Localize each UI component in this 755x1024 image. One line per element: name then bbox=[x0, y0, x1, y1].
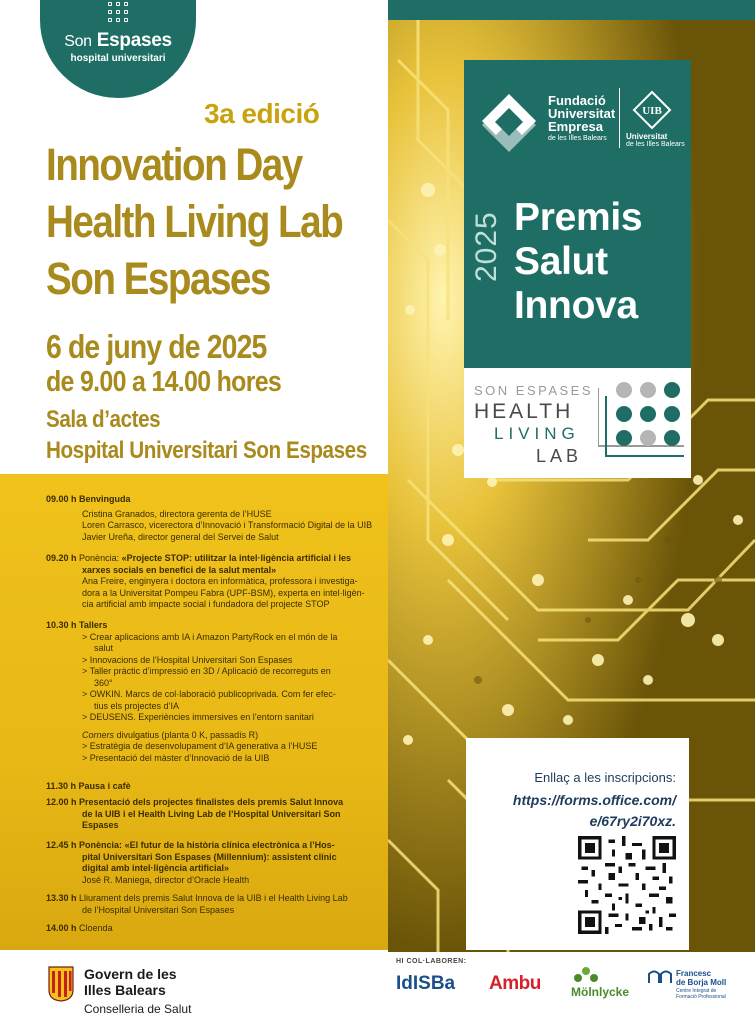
workshop-item: > Crear aplicacions amb IA i Amazon PartyRock en el món de la bbox=[82, 631, 338, 642]
event-title-line-2: Health Living Lab bbox=[46, 196, 343, 247]
fundacio-subtitle: de les Illes Balears bbox=[548, 135, 607, 142]
venue-line-1: Sala d’actes bbox=[46, 406, 161, 433]
hospital-logo-name bbox=[56, 30, 180, 52]
workshop-item-cont: salut bbox=[94, 643, 114, 653]
corners-word: Corners bbox=[82, 729, 115, 740]
speaker: Javier Ureña, director general del Servei de Salut bbox=[82, 531, 279, 542]
session-title: Presentació dels projectes finalistes dels premis Salut Innova bbox=[79, 797, 344, 807]
fundacio-name bbox=[548, 94, 615, 133]
molnlycke-dots-icon bbox=[573, 966, 599, 984]
government-line-2: Illes Balears bbox=[84, 982, 166, 998]
program-session-welcome bbox=[46, 494, 372, 543]
session-title-cont: digital amb intel·ligència artificial» bbox=[82, 863, 230, 873]
fbm-line-2: de Borja Moll bbox=[676, 978, 727, 987]
corners-desc: divulgatius (planta 0 K, passadís R) bbox=[116, 729, 259, 740]
session-time: 11.30 h bbox=[46, 781, 77, 791]
workshop-item: > OWKIN. Marcs de col·laboració publicoprivada. Com fer efec- bbox=[82, 689, 336, 699]
session-title: Pausa i cafè bbox=[78, 781, 131, 791]
uib-subtitle: de les Illes Balears bbox=[626, 141, 685, 148]
ambu-logo: Ambu bbox=[489, 973, 541, 994]
speaker: José R. Maniega, director d’Oracle Health bbox=[82, 874, 250, 885]
hll-living: LIVING bbox=[494, 424, 580, 443]
session-time: 12.00 h bbox=[46, 797, 77, 807]
session-title-cont: Espases bbox=[82, 820, 119, 830]
fbm-logo-icon bbox=[648, 970, 672, 984]
workshop-item-cont: tius els projectes d’IA bbox=[94, 700, 180, 711]
speaker-desc: cia artificial amb impacte social i fundadora del projecte STOP bbox=[82, 599, 330, 609]
registration-label: Enllaç a les inscripcions: bbox=[534, 770, 676, 785]
workshop-item: > Innovacions de l’Hospital Universitari Son Espases bbox=[82, 654, 293, 665]
fundacio-line-2: Universitat bbox=[548, 106, 616, 121]
event-venue bbox=[46, 404, 367, 466]
premis-line-1: Premis bbox=[514, 196, 643, 239]
fundacio-line-1: Fundació bbox=[548, 93, 606, 108]
hospital-logo-subtitle: hospital universitari bbox=[70, 53, 166, 64]
session-title: «Projecte STOP: utilitzar la intel·ligència artificial i les bbox=[121, 553, 352, 563]
event-date: 6 de juny de 2025 bbox=[46, 328, 267, 365]
session-title: Cloenda bbox=[79, 923, 113, 933]
program-session-break bbox=[46, 781, 131, 793]
session-title-cont: de l’Hospital Universitari Son Espases bbox=[82, 904, 235, 915]
fbm-line-1: Francesc bbox=[676, 969, 712, 978]
session-time: 13.30 h bbox=[46, 893, 77, 903]
registration-link[interactable] bbox=[466, 790, 676, 832]
registration-link-line-1[interactable]: https://forms.office.com/ bbox=[512, 792, 676, 808]
government-name bbox=[84, 966, 177, 998]
program-session-finalists bbox=[46, 797, 343, 832]
speaker-desc: Ana Freire, enginyera i doctora en informàtica, professora i investiga- bbox=[82, 576, 358, 586]
uib-name: Universitat bbox=[626, 132, 668, 141]
speaker: Cristina Granados, directora gerenta de l’HUSE bbox=[82, 508, 272, 519]
hospital-logo-son: Son bbox=[64, 33, 92, 50]
session-title-cont: de la UIB i el Health Living Lab de l’Hospital Universitari Son bbox=[82, 808, 341, 819]
balearic-shield-icon bbox=[48, 966, 74, 1002]
premis-line-3: Innova bbox=[514, 284, 638, 327]
session-kind: Ponència: bbox=[79, 553, 120, 563]
session-kind: Ponència: bbox=[79, 840, 123, 850]
session-title-cont: xarxes socials en benefici de la salut mental» bbox=[82, 564, 277, 575]
government-line-1: Govern de les bbox=[84, 966, 177, 982]
program-session-awards bbox=[46, 893, 348, 916]
hll-dots-grid-icon bbox=[612, 378, 684, 450]
session-time: 14.00 h bbox=[46, 923, 77, 933]
registration-link-line-2[interactable]: e/67ry2i70xz. bbox=[589, 813, 676, 829]
premis-year: 2025 bbox=[470, 211, 503, 282]
session-title: «El futur de la història clínica electrònica a l’Hos- bbox=[124, 840, 335, 850]
speaker: Loren Carrasco, vicerectora d’Innovació i Transformació Digital de la UIB bbox=[82, 520, 373, 530]
registration-qr-code[interactable] bbox=[578, 836, 676, 934]
fbm-small-1: Centre Integrat de bbox=[676, 988, 717, 994]
session-title: Lliurament dels premis Salut Innova de la UIB i el Health Living Lab bbox=[79, 893, 348, 903]
corners-item: > Estratègia de desenvolupament d’IA generativa a l’HUSE bbox=[82, 741, 318, 751]
fbm-subtitle bbox=[676, 988, 726, 1000]
uib-badge-text: UIB bbox=[642, 105, 662, 117]
session-time: 09.00 h bbox=[46, 494, 77, 504]
program-session-closing bbox=[46, 923, 113, 935]
idisba-logo: IdISBa bbox=[396, 973, 456, 994]
hospital-logo-espases: Espases bbox=[96, 30, 172, 51]
corners-item: > Presentació del màster d’Innovació de la UIB bbox=[82, 752, 270, 763]
edition-label: 3a edició bbox=[204, 98, 320, 129]
premis-title bbox=[514, 196, 642, 328]
government-department: Conselleria de Salut bbox=[84, 1002, 192, 1016]
event-title-line-1: Innovation Day bbox=[46, 139, 302, 190]
event-title-line-3: Son Espases bbox=[46, 253, 270, 304]
session-title: Tallers bbox=[79, 620, 108, 630]
fbm-small-2: Formació Professional bbox=[676, 994, 726, 1000]
molnlycke-logo: Mölnlycke bbox=[571, 985, 630, 999]
program-session-millennium bbox=[46, 840, 337, 886]
event-title bbox=[46, 136, 342, 307]
hll-health: HEALTH bbox=[474, 400, 574, 423]
collaborators-label: HI COL·LABOREN: bbox=[396, 958, 467, 965]
speaker-desc: dora a la Universitat Pompeu Fabra (UPF-BSM), experta en intel·ligèn- bbox=[82, 587, 365, 598]
session-time: 10.30 h bbox=[46, 620, 77, 630]
fundacio-universitat-empresa-logo-icon bbox=[476, 90, 542, 156]
event-time: de 9.00 a 14.00 hores bbox=[46, 366, 282, 398]
fbm-name bbox=[676, 969, 726, 987]
session-title-cont: pital Universitari Son Espases (Millennium): assistent clínic bbox=[82, 851, 337, 862]
program-session-workshops bbox=[46, 620, 337, 764]
session-title: Benvinguda bbox=[79, 494, 131, 504]
hll-lab: LAB bbox=[536, 446, 583, 466]
fundacio-line-3: Empresa bbox=[548, 119, 603, 134]
workshop-item-cont: 360° bbox=[94, 677, 113, 688]
program-session-stop bbox=[46, 553, 365, 611]
session-time: 09.20 h bbox=[46, 553, 77, 563]
workshop-item: > Taller pràctic d’impressió en 3D / Aplicació de recorreguts en bbox=[82, 666, 331, 676]
logo-divider bbox=[619, 88, 620, 148]
premis-line-2: Salut bbox=[514, 240, 608, 283]
venue-line-2: Hospital Universitari Son Espases bbox=[46, 437, 367, 464]
session-time: 12.45 h bbox=[46, 840, 77, 850]
workshop-item: > DEUSENS. Experiències immersives en l’entorn sanitari bbox=[82, 712, 314, 722]
hll-son-espases: SON ESPASES bbox=[474, 383, 594, 398]
uib-logo-icon bbox=[632, 90, 672, 130]
hospital-logo-dots-icon bbox=[108, 2, 130, 24]
